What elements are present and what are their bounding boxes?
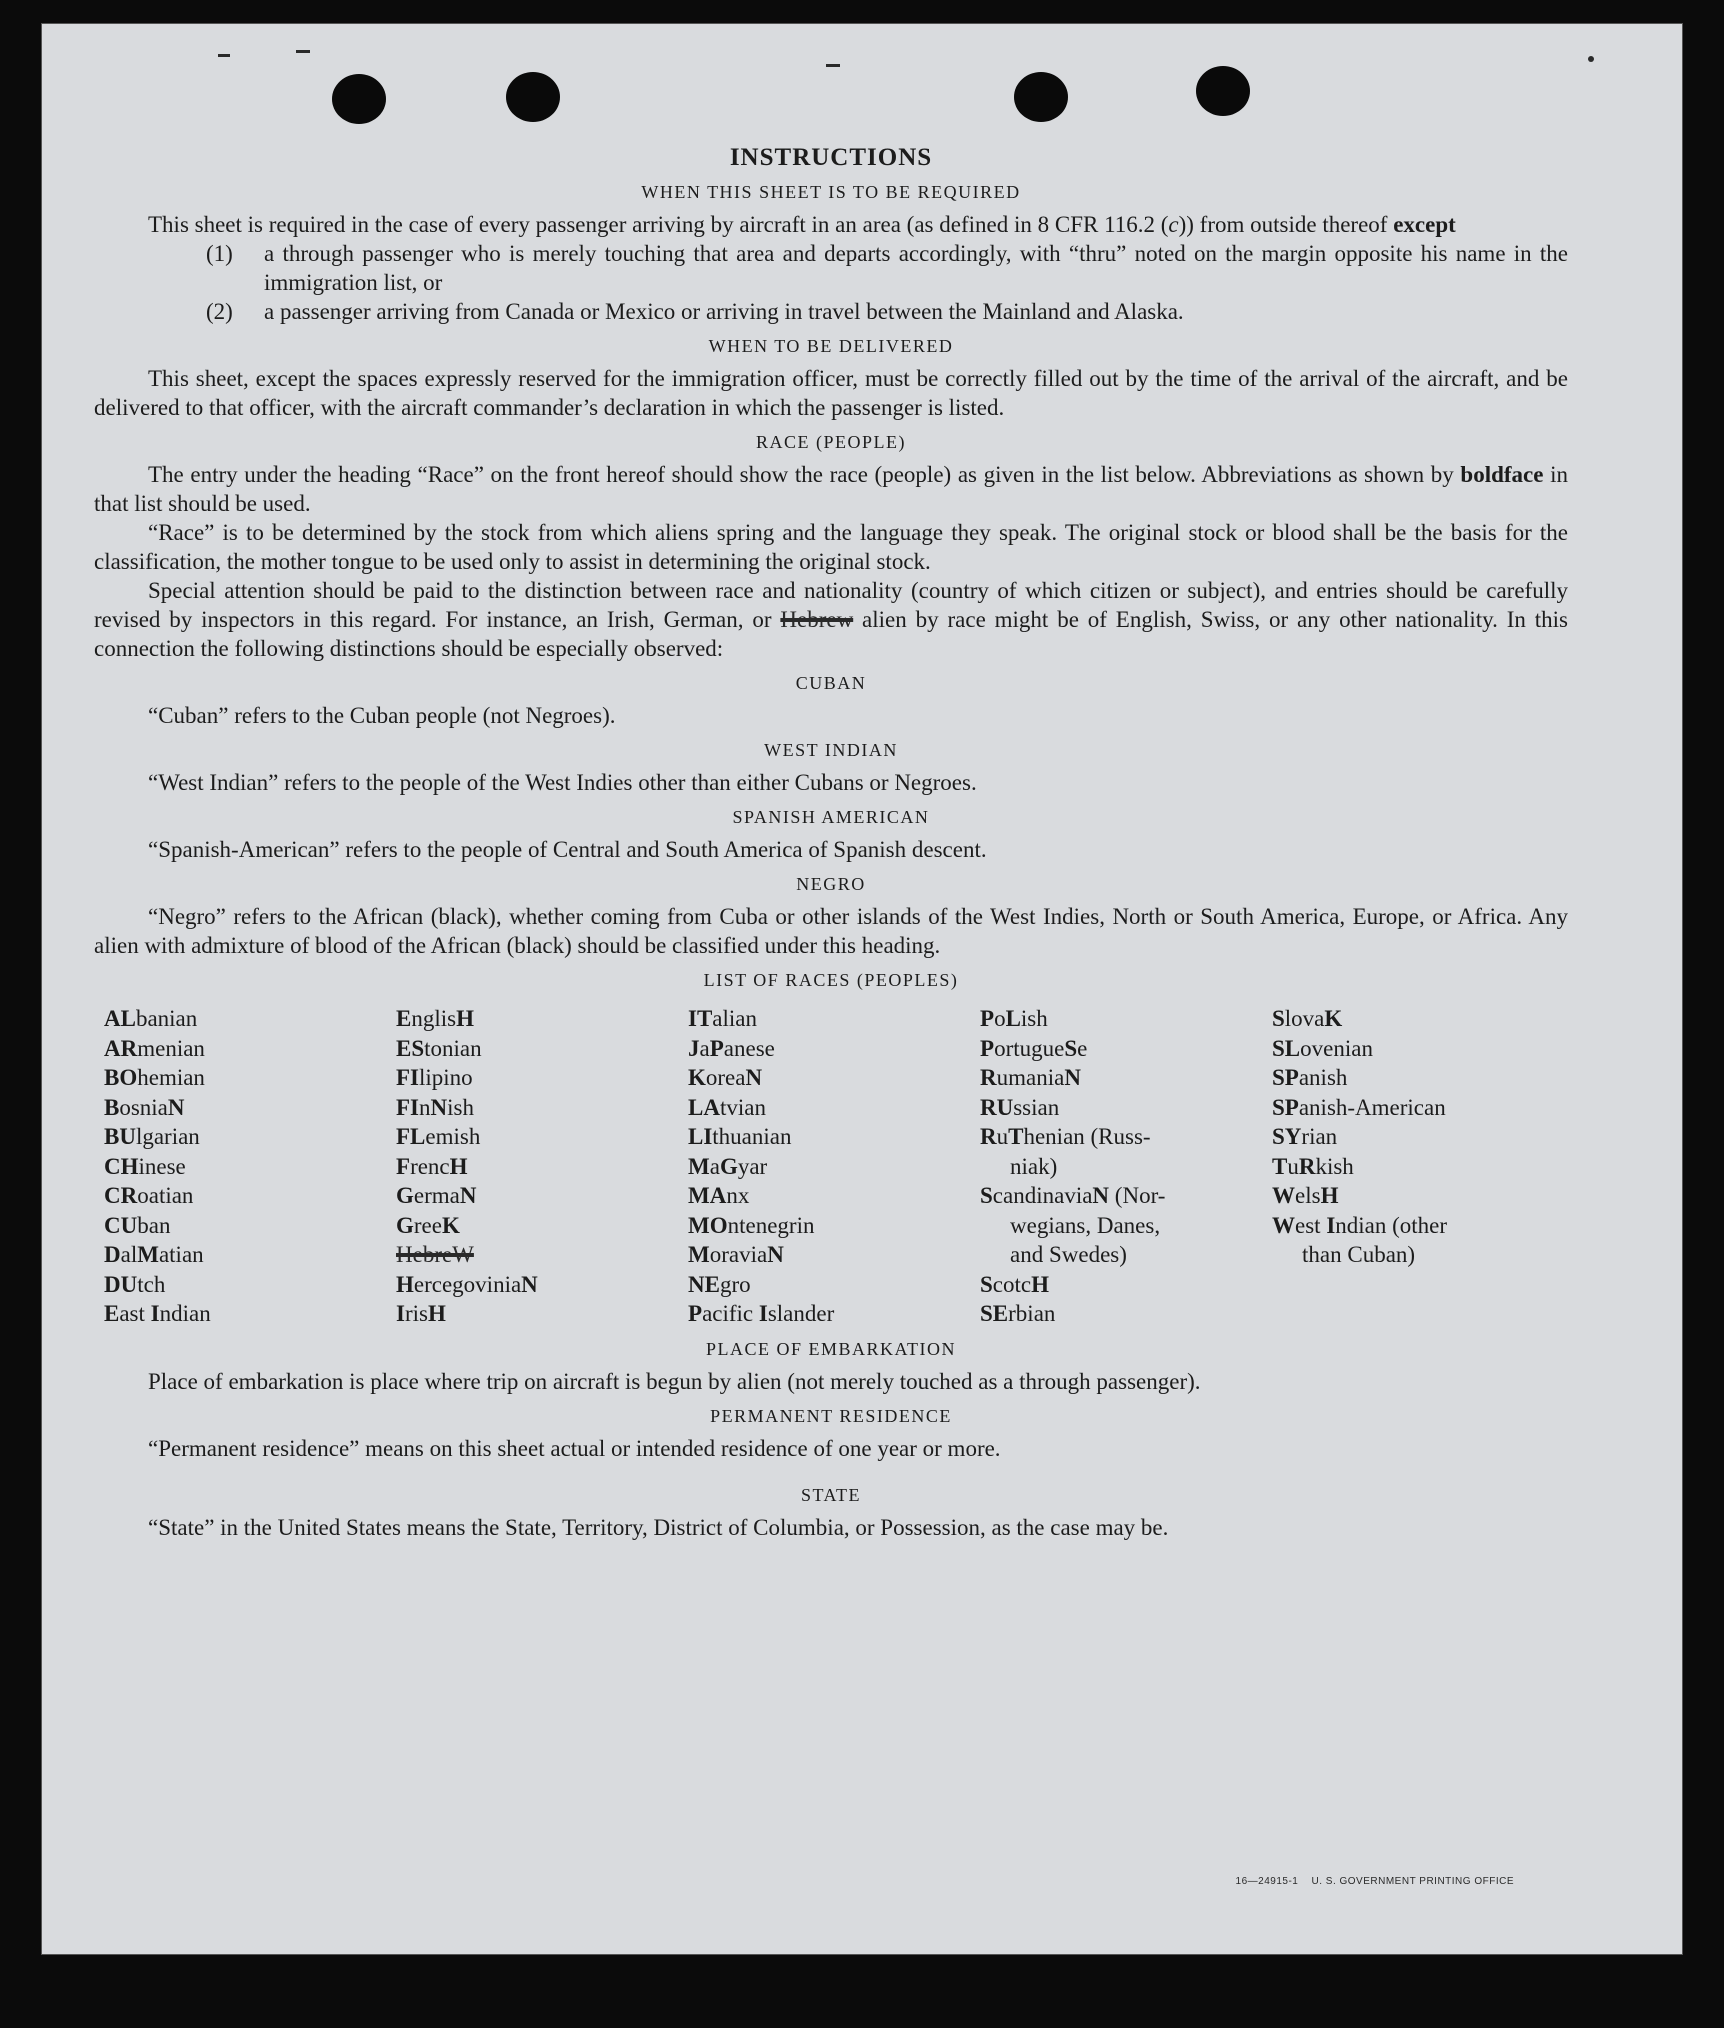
speck bbox=[296, 50, 310, 53]
race-entry: ITalian bbox=[688, 1006, 757, 1031]
race-entry: SPanish-American bbox=[1272, 1094, 1446, 1120]
race-entry: IrisH bbox=[396, 1301, 446, 1326]
section-heading-cuban: CUBAN bbox=[795, 673, 867, 693]
race-entry: DUtch bbox=[104, 1271, 166, 1297]
cuban-text: “Cuban” refers to the Cuban people (not Negroes). bbox=[148, 703, 616, 728]
required-item: (2) a passenger arriving from Canada or Mexico or arriving in travel between the Mainland and Alaska. bbox=[206, 299, 1184, 324]
race-entry: PoLish bbox=[980, 1006, 1048, 1031]
race-entry: BUlgarian bbox=[104, 1124, 200, 1149]
races-list bbox=[104, 1004, 1568, 1329]
race-entry: and Swedes) bbox=[1010, 1242, 1127, 1267]
race-entry: than Cuban) bbox=[1302, 1242, 1416, 1267]
speck bbox=[1588, 56, 1594, 62]
race-entry: FrencH bbox=[396, 1153, 468, 1179]
section-heading-state: STATE bbox=[800, 1484, 862, 1505]
race-entry: EnglisH bbox=[396, 1006, 474, 1031]
section-heading-list: LIST OF RACES (PEOPLES) bbox=[703, 970, 959, 990]
speck bbox=[826, 64, 840, 67]
section-heading-required: WHEN THIS SHEET IS TO BE REQUIRED bbox=[641, 182, 1021, 202]
race-entry: East Indian bbox=[104, 1301, 211, 1326]
west-indian-text: “West Indian” refers to the people of the West Indies other than either Cubans or Negroes. bbox=[148, 770, 977, 795]
race-entry: FLemish bbox=[396, 1124, 481, 1149]
race-entry: LIthuanian bbox=[688, 1124, 792, 1149]
race-entry: MAnx bbox=[688, 1183, 750, 1208]
race-entry: ARmenian bbox=[104, 1035, 205, 1061]
race-entry: HercegoviniaN bbox=[396, 1271, 538, 1297]
race-paragraph-3: Special attention should be paid to the distinction between race and nationality (country of which citizen or subject), and entries should be carefully revised by inspectors in this regard. For instance, an Irish, German, or Hebrew alien by race might be of English, Swiss, or any other nationality. In this connection the following distinctions should be especially observed: bbox=[94, 578, 1568, 661]
race-entry: SErbian bbox=[980, 1301, 1056, 1326]
race-entry: JaPanese bbox=[688, 1035, 775, 1061]
races-column bbox=[1272, 1004, 1564, 1329]
race-entry: SPanish bbox=[1272, 1065, 1348, 1090]
race-entry: Pacific Islander bbox=[688, 1301, 835, 1326]
races-column bbox=[688, 1004, 980, 1329]
race-entry: LAtvian bbox=[688, 1094, 766, 1120]
state-text: “State” in the United States means the State, Territory, District of Columbia, or Possession, as the case may be. bbox=[148, 1514, 1169, 1540]
race-entry: ALbanian bbox=[104, 1006, 198, 1031]
races-column bbox=[104, 1004, 396, 1329]
spanish-american-text: “Spanish-American” refers to the people of Central and South America of Spanish descent. bbox=[148, 837, 987, 862]
race-entry: RUssian bbox=[980, 1094, 1060, 1120]
punch-hole bbox=[506, 72, 560, 122]
section-heading-delivered: WHEN TO BE DELIVERED bbox=[708, 336, 954, 356]
race-entry: FInNish bbox=[396, 1094, 474, 1120]
race-entry: wegians, Danes, bbox=[1010, 1212, 1161, 1238]
race-entry: PortugueSe bbox=[980, 1035, 1088, 1061]
residence-text: “Permanent residence” means on this sheet actual or intended residence of one year or more. bbox=[148, 1435, 1001, 1461]
race-paragraph-2: “Race” is to be determined by the stock from which aliens spring and the language they speak. The original stock or blood shall be the basis for the classification, the mother tongue to be used only to assist in determining the original stock. bbox=[94, 520, 1568, 574]
page-title: INSTRUCTIONS bbox=[729, 144, 933, 171]
delivered-text: This sheet, except the spaces expressly reserved for the immigration officer, must be correctly filled out by the time of the arrival of the aircraft, and be delivered to that officer, with the aircraft commander’s declaration in which the passenger is listed. bbox=[94, 366, 1568, 420]
speck bbox=[218, 54, 230, 57]
race-entry: West Indian (other bbox=[1272, 1212, 1448, 1238]
races-column bbox=[980, 1004, 1272, 1329]
instructions-content bbox=[94, 144, 1568, 1542]
race-entry: GreeK bbox=[396, 1212, 460, 1238]
race-entry: NEgro bbox=[688, 1271, 751, 1297]
section-heading-west-indian: WEST INDIAN bbox=[764, 740, 898, 760]
punch-hole bbox=[1196, 66, 1250, 116]
race-entry: EStonian bbox=[396, 1035, 482, 1061]
race-entry: BosniaN bbox=[104, 1094, 185, 1120]
embarkation-text: Place of embarkation is place where trip on aircraft is begun by alien (not merely touched as a through passenger). bbox=[148, 1368, 1201, 1394]
race-entry: niak) bbox=[1010, 1153, 1058, 1179]
race-entry: ScotcH bbox=[980, 1271, 1049, 1297]
race-entry: SYrian bbox=[1272, 1124, 1338, 1149]
race-entry: SLovenian bbox=[1272, 1035, 1373, 1061]
race-entry: MaGyar bbox=[688, 1153, 768, 1179]
printer-footer: 16—24915-1 U. S. GOVERNMENT PRINTING OFFICE bbox=[1235, 1876, 1514, 1887]
race-entry: KoreaN bbox=[688, 1065, 763, 1090]
race-entry: WelsH bbox=[1272, 1183, 1339, 1208]
race-entry: MoraviaN bbox=[688, 1242, 784, 1267]
race-entry: ScandinaviaN (Nor- bbox=[980, 1183, 1166, 1208]
section-heading-spanish-american: SPANISH AMERICAN bbox=[732, 807, 930, 827]
required-item: (1) a through passenger who is merely touching that area and departs accordingly, with “thru” noted on the margin opposite his name in the immigration list, or bbox=[206, 241, 1568, 295]
race-entry: SlovaK bbox=[1272, 1006, 1343, 1031]
race-entry: HebreW bbox=[396, 1242, 474, 1267]
punch-hole bbox=[332, 74, 386, 124]
race-entry: RuThenian (Russ- bbox=[980, 1124, 1151, 1149]
race-entry: FIlipino bbox=[396, 1065, 473, 1090]
document-sheet bbox=[42, 24, 1682, 1954]
struck-word: Hebrew bbox=[780, 607, 854, 632]
race-entry: CHinese bbox=[104, 1153, 186, 1179]
race-entry: MOntenegrin bbox=[688, 1212, 815, 1238]
race-entry: DalMatian bbox=[104, 1242, 204, 1267]
section-heading-negro: NEGRO bbox=[796, 874, 866, 894]
section-heading-residence: PERMANENT RESIDENCE bbox=[710, 1405, 952, 1426]
race-entry: CRoatian bbox=[104, 1183, 194, 1208]
negro-text: “Negro” refers to the African (black), whether coming from Cuba or other islands of the West Indies, North or South America, Europe, or Africa. Any alien with admixture of blood of the African (black) should be classified under this heading. bbox=[94, 904, 1568, 958]
race-entry: RumaniaN bbox=[980, 1065, 1081, 1090]
required-intro: This sheet is required in the case of every passenger arriving by aircraft in an area (as defined in 8 CFR 116.2 (c)) from outside thereof except bbox=[148, 212, 1456, 237]
punch-hole bbox=[1014, 72, 1068, 122]
races-column bbox=[396, 1004, 688, 1329]
section-heading-race: RACE (PEOPLE) bbox=[756, 432, 906, 452]
race-entry: TuRkish bbox=[1272, 1153, 1354, 1179]
race-entry: BOhemian bbox=[104, 1065, 205, 1090]
race-entry: GermaN bbox=[396, 1183, 477, 1208]
section-heading-embarkation: PLACE OF EMBARKATION bbox=[705, 1338, 957, 1359]
race-entry: CUban bbox=[104, 1212, 171, 1238]
race-paragraph-1: The entry under the heading “Race” on the front hereof should show the race (people) as given in the list below. Abbreviations as shown by boldface in that list should be used. bbox=[94, 462, 1569, 516]
